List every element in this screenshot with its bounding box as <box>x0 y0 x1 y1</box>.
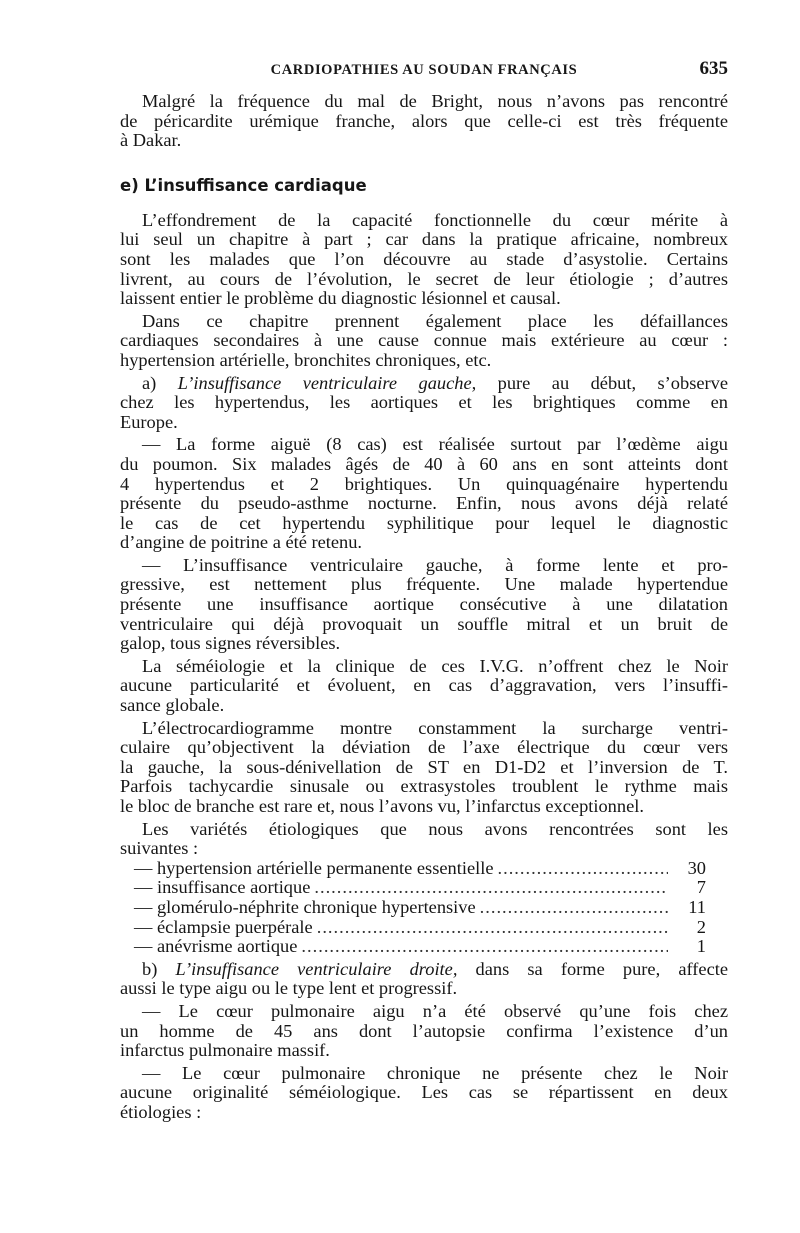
list-item-count: 2 <box>696 916 706 937</box>
paragraph <box>120 820 728 859</box>
text-line: Malgré la fréquence du mal de Bright, nous n’avons pas rencontré <box>142 91 728 111</box>
body-text <box>120 92 728 1123</box>
text-line: suivantes : <box>120 838 199 859</box>
text-line: Les variétés étiologiques que nous avons rencontrées sont les <box>142 818 728 839</box>
text-line: La séméiologie et la clinique de ces I.V.G. n’offrent chez le Noir <box>142 655 728 676</box>
text-line: un homme de 45 ans dont l’autopsie confirma l’existence d’un <box>120 1020 728 1041</box>
list-item-count: 1 <box>696 936 706 957</box>
dot-leader <box>476 898 668 918</box>
text-fragment: dans sa forme pure, affecte <box>457 958 728 979</box>
paragraph <box>120 374 728 433</box>
list-item-count: 11 <box>688 896 706 917</box>
text-line: — Le cœur pulmonaire aigu n’a été observé qu’une fois chez <box>142 1000 728 1021</box>
list-item-label: — éclampsie puerpérale <box>134 916 313 937</box>
text-line: lui seul un chapitre à part ; car dans la pratique africaine, nombreux <box>120 229 728 250</box>
list-marker: a) <box>142 372 178 393</box>
text-line <box>120 960 728 980</box>
list-item <box>120 859 728 879</box>
list-item-count: 7 <box>696 877 706 898</box>
text-line: laissent entier le problème du diagnostic lésionnel et causal. <box>120 288 561 309</box>
text-line: aucune originalité séméiologique. Les cas se répartissent en deux <box>120 1082 728 1103</box>
text-line: aucune particularité et évoluent, en cas d’aggravation, vers l’insuffi- <box>120 675 728 696</box>
running-title: CARDIOPATHIES AU SOUDAN FRANÇAIS <box>270 62 578 78</box>
italic-subheading: L’insuffisance ventriculaire droite, <box>175 958 458 979</box>
text-line: livrent, au cours de l’évolution, le secret de leur étiologie ; d’autres <box>120 268 728 289</box>
dot-leader <box>494 859 669 879</box>
paragraph <box>120 1002 728 1061</box>
text-line: 4 hypertendus et 2 brightiques. Un quinquagénaire hypertendu <box>120 473 728 494</box>
intro-paragraph <box>120 92 728 151</box>
dot-leader <box>297 937 668 957</box>
text-line: gressive, est nettement plus fréquente. Une malade hypertendue <box>120 574 728 595</box>
paragraph <box>120 435 728 553</box>
text-line: — L’insuffisance ventriculaire gauche, à forme lente et pro- <box>142 554 728 575</box>
text-line: le bloc de branche est rare et, nous l’avons vu, l’infarctus exceptionnel. <box>120 796 644 816</box>
text-line: Europe. <box>120 411 178 432</box>
text-line: Dans ce chapitre prennent également place les défaillances <box>142 310 728 331</box>
page-number: 635 <box>699 58 728 79</box>
text-line: culaire qu’objectivent la déviation de l’axe électrique du cœur vers <box>120 737 728 758</box>
list-marker: b) <box>142 958 176 979</box>
list-item-label: — glomérulo-néphrite chronique hypertensive <box>134 896 476 917</box>
paragraph <box>120 211 728 309</box>
paragraph <box>120 960 728 999</box>
text-line: présente une insuffisance aortique consécutive à une dilatation <box>120 594 728 615</box>
list-item-label: — anévrisme aortique <box>134 936 298 957</box>
text-fragment: pure au début, s’observe <box>476 372 728 393</box>
text-line: cardiaques secondaires à une cause connue mais extérieure au cœur : <box>120 330 728 351</box>
section-heading: e) L’insuffisance cardiaque <box>120 175 367 195</box>
list-item-count: 30 <box>687 857 706 878</box>
text-line: du poumon. Six malades âgés de 40 à 60 ans en sont atteints dont <box>120 453 728 474</box>
text-line: aussi le type aigu ou le type lent et progressif. <box>120 978 458 999</box>
list-item-label: — hypertension artérielle permanente essentielle <box>134 857 494 878</box>
text-line: chez les hypertendus, les aortiques et les brightiques comme en <box>120 392 728 413</box>
paragraph <box>120 556 728 654</box>
text-line: L’effondrement de la capacité fonctionnelle du cœur mérite à <box>142 209 728 230</box>
paragraph <box>120 719 728 817</box>
text-line: présente du pseudo-asthme nocturne. Enfin, nous avons déjà relaté <box>120 493 728 514</box>
text-line: infarctus pulmonaire massif. <box>120 1040 330 1061</box>
text-line: d’angine de poitrine a été retenu. <box>120 532 363 553</box>
text-line: Parfois tachycardie sinusale ou extrasystoles troublent le rythme mais <box>120 776 728 797</box>
paragraph <box>120 657 728 716</box>
text-line: à Dakar. <box>120 130 182 151</box>
paragraph <box>120 1064 728 1123</box>
text-line: ventriculaire qui déjà provoquait un souffle mitral et un bruit de <box>120 613 728 634</box>
text-line: de péricardite urémique franche, alors que celle-ci est très fréquente <box>120 110 728 131</box>
text-line: L’électrocardiogramme montre constamment la surcharge ventri- <box>142 717 728 738</box>
paragraph <box>120 312 728 371</box>
list-item <box>120 937 728 957</box>
text-line: hypertension artérielle, bronchites chroniques, etc. <box>120 349 492 370</box>
italic-subheading: L’insuffisance ventriculaire gauche, <box>177 372 477 393</box>
dot-leader <box>313 918 668 938</box>
list-item-label: — insuffisance aortique <box>134 877 311 898</box>
text-line: étiologies : <box>120 1101 202 1122</box>
text-line <box>120 374 728 394</box>
text-line: sont les malades que l’on découvre au stade d’asystolie. Certains <box>120 248 728 269</box>
text-line: sance globale. <box>120 695 225 716</box>
text-line: — La forme aiguë (8 cas) est réalisée surtout par l’œdème aigu <box>142 434 728 455</box>
list-item <box>120 898 728 918</box>
etiology-list <box>120 859 728 957</box>
list-item <box>120 878 728 898</box>
text-line: — Le cœur pulmonaire chronique ne présente chez le Noir <box>142 1062 728 1083</box>
list-item <box>120 918 728 938</box>
dot-leader <box>310 878 668 898</box>
text-line: le cas de cet hypertendu syphilitique pour lequel le diagnostic <box>120 512 728 533</box>
page-header <box>120 58 728 84</box>
text-line: galop, tous signes réversibles. <box>120 633 341 654</box>
text-line: la gauche, la sous-dénivellation de ST en D1-D2 et l’inversion de T. <box>120 756 728 777</box>
